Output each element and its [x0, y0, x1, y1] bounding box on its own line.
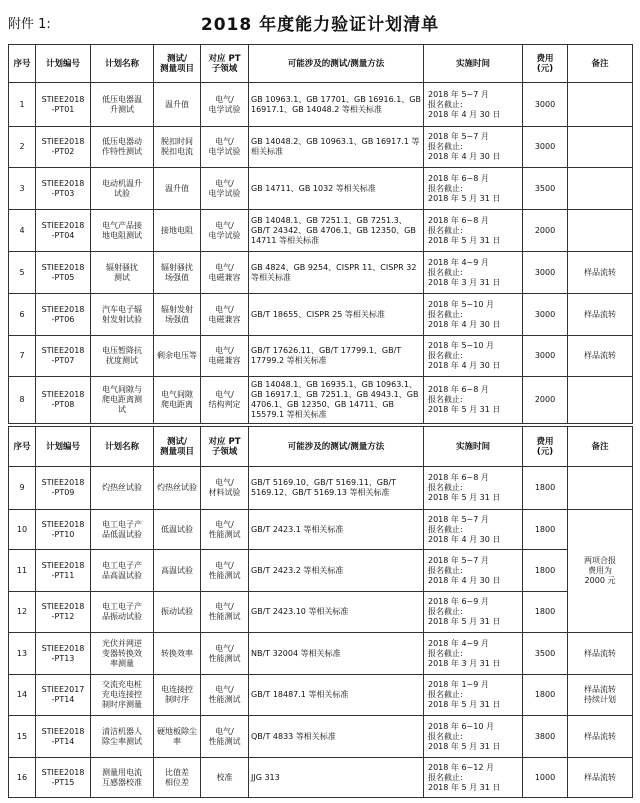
- cell-fee: 3000: [523, 336, 568, 377]
- cell-no: 16: [9, 758, 36, 798]
- header-item: 测试/ 测量项目: [154, 427, 201, 467]
- cell-code: STIEE2018 -PT08: [36, 377, 91, 424]
- cell-method: GB/T 2423.1 等相关标准: [249, 510, 424, 550]
- cell-item: 电连接控 制时序: [154, 675, 201, 716]
- header-code: 计划编号: [36, 427, 91, 467]
- table-row: [9, 592, 633, 633]
- cell-method: NB/T 32004 等相关标准: [249, 633, 424, 675]
- cell-field: 电气/ 性能测试: [201, 550, 249, 592]
- plan-table-part2: [8, 426, 633, 798]
- cell-method: GB/T 18487.1 等相关标准: [249, 675, 424, 716]
- table-row: [9, 377, 633, 424]
- cell-method: GB/T 17626.11、GB/T 17799.1、GB/T 17799.2 等相关标准: [249, 336, 424, 377]
- cell-name: 电动机温升 试验: [91, 168, 154, 210]
- cell-time: 2018 年 5~10 月 报名截止: 2018 年 4 月 30 日: [424, 336, 523, 377]
- cell-time: 2018 年 5~7 月 报名截止: 2018 年 4 月 30 日: [424, 550, 523, 592]
- cell-item: 温升值: [154, 168, 201, 210]
- header-method: 可能涉及的测试/测量方法: [249, 45, 424, 83]
- cell-time: 2018 年 5~7 月 报名截止: 2018 年 4 月 30 日: [424, 83, 523, 127]
- cell-time: 2018 年 6~12 月 报名截止: 2018 年 5 月 31 日: [424, 758, 523, 798]
- header-no: 序号: [9, 427, 36, 467]
- cell-code: STIEE2018 -PT15: [36, 758, 91, 798]
- cell-fee: 3500: [523, 168, 568, 210]
- cell-fee: 1800: [523, 675, 568, 716]
- cell-method: GB 14711、GB 1032 等相关标准: [249, 168, 424, 210]
- table-row: [9, 127, 633, 168]
- cell-name: 电气间隙与 爬电距离测 试: [91, 377, 154, 424]
- cell-time: 2018 年 4~9 月 报名截止: 2018 年 3 月 31 日: [424, 252, 523, 294]
- cell-name: 交流充电桩 充电连接控 制时序测量: [91, 675, 154, 716]
- cell-note: [568, 210, 633, 252]
- cell-fee: 3000: [523, 83, 568, 127]
- page-title: 2018 年度能力验证计划清单: [200, 15, 440, 35]
- cell-no: 1: [9, 83, 36, 127]
- header-field: 对应 PT 子领域: [201, 427, 249, 467]
- cell-name: 电工电子产 品高温试验: [91, 550, 154, 592]
- cell-time: 2018 年 6~9 月 报名截止: 2018 年 5 月 31 日: [424, 592, 523, 633]
- cell-time: 2018 年 5~7 月 报名截止: 2018 年 4 月 30 日: [424, 127, 523, 168]
- cell-code: STIEE2018 -PT12: [36, 592, 91, 633]
- header-note: 备注: [568, 427, 633, 467]
- cell-item: 灼热丝试验: [154, 467, 201, 510]
- cell-no: 6: [9, 294, 36, 336]
- cell-item: 低温试验: [154, 510, 201, 550]
- cell-note: 样品流转 持续计划: [568, 675, 633, 716]
- cell-fee: 3000: [523, 127, 568, 168]
- cell-no: 8: [9, 377, 36, 424]
- cell-field: 电气/ 电磁兼容: [201, 294, 249, 336]
- cell-field: 电气/ 性能测试: [201, 716, 249, 758]
- table-row: [9, 336, 633, 377]
- cell-name: 光伏并网逆 变器转换效 率测量: [91, 633, 154, 675]
- cell-no: 15: [9, 716, 36, 758]
- cell-field: 电气/ 电学试验: [201, 83, 249, 127]
- cell-field: 电气/ 材料试验: [201, 467, 249, 510]
- cell-fee: 3000: [523, 252, 568, 294]
- cell-code: STIEE2017 -PT14: [36, 675, 91, 716]
- cell-time: 2018 年 4~9 月 报名截止: 2018 年 3 月 31 日: [424, 633, 523, 675]
- cell-method: GB 14048.1、GB 16935.1、GB 10963.1、GB 16917.1、GB 7251.1、GB 4943.1、GB 4706.1、GB 12350、GB 14711、GB 15579.1 等相关标准: [249, 377, 424, 424]
- cell-time: 2018 年 6~8 月 报名截止: 2018 年 5 月 31 日: [424, 377, 523, 424]
- cell-name: 低压电器温 升测试: [91, 83, 154, 127]
- cell-code: STIEE2018 -PT03: [36, 168, 91, 210]
- table-row: [9, 252, 633, 294]
- table-row: [9, 510, 633, 550]
- cell-item: 振动试验: [154, 592, 201, 633]
- cell-code: STIEE2018 -PT05: [36, 252, 91, 294]
- plan-table-part1: [8, 44, 633, 424]
- cell-item: 辐射骚扰 场强值: [154, 252, 201, 294]
- cell-note: [568, 127, 633, 168]
- table-row: [9, 758, 633, 798]
- header-field: 对应 PT 子领域: [201, 45, 249, 83]
- table-row: [9, 550, 633, 592]
- cell-time: 2018 年 6~8 月 报名截止: 2018 年 5 月 31 日: [424, 168, 523, 210]
- cell-time: 2018 年 5~7 月 报名截止: 2018 年 4 月 30 日: [424, 510, 523, 550]
- cell-note: [568, 168, 633, 210]
- header-name: 计划名称: [91, 427, 154, 467]
- cell-item: 辐射发射 场强值: [154, 294, 201, 336]
- merged-note-cell: 两项合报 费用为 2000 元: [568, 510, 633, 633]
- cell-fee: 1000: [523, 758, 568, 798]
- table-row: [9, 633, 633, 675]
- cell-name: 灼热丝试验: [91, 467, 154, 510]
- cell-no: 13: [9, 633, 36, 675]
- cell-no: 9: [9, 467, 36, 510]
- cell-note: [568, 467, 633, 510]
- cell-field: 电气/ 性能测试: [201, 510, 249, 550]
- cell-no: 11: [9, 550, 36, 592]
- cell-code: STIEE2018 -PT01: [36, 83, 91, 127]
- header-code: 计划编号: [36, 45, 91, 83]
- cell-code: STIEE2018 -PT14: [36, 716, 91, 758]
- cell-field: 电气/ 性能测试: [201, 592, 249, 633]
- cell-code: STIEE2018 -PT11: [36, 550, 91, 592]
- page-header: [0, 0, 640, 42]
- cell-no: 2: [9, 127, 36, 168]
- cell-item: 比值差 相位差: [154, 758, 201, 798]
- header-item: 测试/ 测量项目: [154, 45, 201, 83]
- cell-code: STIEE2018 -PT10: [36, 510, 91, 550]
- table-row: [9, 294, 633, 336]
- cell-no: 5: [9, 252, 36, 294]
- cell-item: 高温试验: [154, 550, 201, 592]
- cell-item: 脱扣时间 脱扣电流: [154, 127, 201, 168]
- header-fee: 费用 (元): [523, 427, 568, 467]
- cell-name: 清洁机器人 除尘率测试: [91, 716, 154, 758]
- cell-no: 12: [9, 592, 36, 633]
- cell-field: 电气/ 性能测试: [201, 633, 249, 675]
- header-time: 实施时间: [424, 427, 523, 467]
- cell-name: 辐射骚扰 测试: [91, 252, 154, 294]
- cell-field: 电气/ 性能测试: [201, 675, 249, 716]
- cell-item: 接地电阻: [154, 210, 201, 252]
- cell-name: 低压电器动 作特性测试: [91, 127, 154, 168]
- header-name: 计划名称: [91, 45, 154, 83]
- cell-fee: 2000: [523, 377, 568, 424]
- cell-fee: 1800: [523, 510, 568, 550]
- table-row: [9, 210, 633, 252]
- cell-field: 电气/ 电学试验: [201, 210, 249, 252]
- cell-name: 汽车电子辐 射发射试验: [91, 294, 154, 336]
- header-time: 实施时间: [424, 45, 523, 83]
- attachment-label: 附件 1:: [8, 17, 51, 32]
- cell-no: 10: [9, 510, 36, 550]
- cell-fee: 1800: [523, 550, 568, 592]
- cell-code: STIEE2018 -PT09: [36, 467, 91, 510]
- cell-note: 样品流转: [568, 758, 633, 798]
- cell-field: 电气/ 电学试验: [201, 127, 249, 168]
- table-header-row: [9, 427, 633, 467]
- table-row: [9, 467, 633, 510]
- cell-time: 2018 年 5~10 月 报名截止: 2018 年 4 月 30 日: [424, 294, 523, 336]
- header-method: 可能涉及的测试/测量方法: [249, 427, 424, 467]
- cell-fee: 2000: [523, 210, 568, 252]
- cell-field: 电气/ 电学试验: [201, 168, 249, 210]
- cell-fee: 1800: [523, 467, 568, 510]
- cell-name: 测量用电流 互感器校准: [91, 758, 154, 798]
- cell-name: 电压暂降抗 扰度测试: [91, 336, 154, 377]
- cell-method: GB/T 18655、CISPR 25 等相关标准: [249, 294, 424, 336]
- cell-note: 样品流转: [568, 252, 633, 294]
- cell-time: 2018 年 6~8 月 报名截止: 2018 年 5 月 31 日: [424, 210, 523, 252]
- cell-method: GB 10963.1、GB 17701、GB 16916.1、GB 16917.1、GB 14048.2 等相关标准: [249, 83, 424, 127]
- cell-note: [568, 83, 633, 127]
- cell-item: 剩余电压等: [154, 336, 201, 377]
- header-no: 序号: [9, 45, 36, 83]
- cell-no: 7: [9, 336, 36, 377]
- cell-field: 校准: [201, 758, 249, 798]
- cell-method: GB 4824、GB 9254、CISPR 11、CISPR 32 等相关标准: [249, 252, 424, 294]
- table-row: [9, 675, 633, 716]
- table-header-row: [9, 45, 633, 83]
- cell-no: 3: [9, 168, 36, 210]
- cell-method: JJG 313: [249, 758, 424, 798]
- cell-note: [568, 377, 633, 424]
- cell-time: 2018 年 6~8 月 报名截止: 2018 年 5 月 31 日: [424, 467, 523, 510]
- cell-note: 样品流转: [568, 336, 633, 377]
- cell-method: QB/T 4833 等相关标准: [249, 716, 424, 758]
- cell-note: 样品流转: [568, 633, 633, 675]
- table-row: [9, 716, 633, 758]
- header-note: 备注: [568, 45, 633, 83]
- cell-code: STIEE2018 -PT02: [36, 127, 91, 168]
- cell-name: 电工电子产 品振动试验: [91, 592, 154, 633]
- cell-code: STIEE2018 -PT13: [36, 633, 91, 675]
- header-fee: 费用 (元): [523, 45, 568, 83]
- cell-item: 转换效率: [154, 633, 201, 675]
- table-row: [9, 83, 633, 127]
- cell-field: 电气/ 结构判定: [201, 377, 249, 424]
- cell-method: GB/T 5169.10、GB/T 5169.11、GB/T 5169.12、GB/T 5169.13 等相关标准: [249, 467, 424, 510]
- cell-note: 样品流转: [568, 294, 633, 336]
- cell-note: 样品流转: [568, 716, 633, 758]
- cell-code: STIEE2018 -PT04: [36, 210, 91, 252]
- cell-name: 电气产品接 地电阻测试: [91, 210, 154, 252]
- cell-code: STIEE2018 -PT06: [36, 294, 91, 336]
- cell-item: 温升值: [154, 83, 201, 127]
- cell-time: 2018 年 6~10 月 报名截止: 2018 年 5 月 31 日: [424, 716, 523, 758]
- cell-method: GB 14048.1、GB 7251.1、GB 7251.3、GB/T 24342、GB 4706.1、GB 12350、GB 14711 等相关标准: [249, 210, 424, 252]
- cell-fee: 3500: [523, 633, 568, 675]
- cell-item: 硬地板除尘 率: [154, 716, 201, 758]
- cell-item: 电气间隙 爬电距离: [154, 377, 201, 424]
- table-row: [9, 168, 633, 210]
- cell-method: GB/T 2423.2 等相关标准: [249, 550, 424, 592]
- cell-fee: 3000: [523, 294, 568, 336]
- cell-name: 电工电子产 品低温试验: [91, 510, 154, 550]
- cell-method: GB 14048.2、GB 10963.1、GB 16917.1 等相关标准: [249, 127, 424, 168]
- cell-fee: 3800: [523, 716, 568, 758]
- cell-fee: 1800: [523, 592, 568, 633]
- cell-field: 电气/ 电磁兼容: [201, 336, 249, 377]
- cell-no: 14: [9, 675, 36, 716]
- cell-code: STIEE2018 -PT07: [36, 336, 91, 377]
- cell-field: 电气/ 电磁兼容: [201, 252, 249, 294]
- cell-time: 2018 年 1~9 月 报名截止: 2018 年 5 月 31 日: [424, 675, 523, 716]
- cell-method: GB/T 2423.10 等相关标准: [249, 592, 424, 633]
- cell-no: 4: [9, 210, 36, 252]
